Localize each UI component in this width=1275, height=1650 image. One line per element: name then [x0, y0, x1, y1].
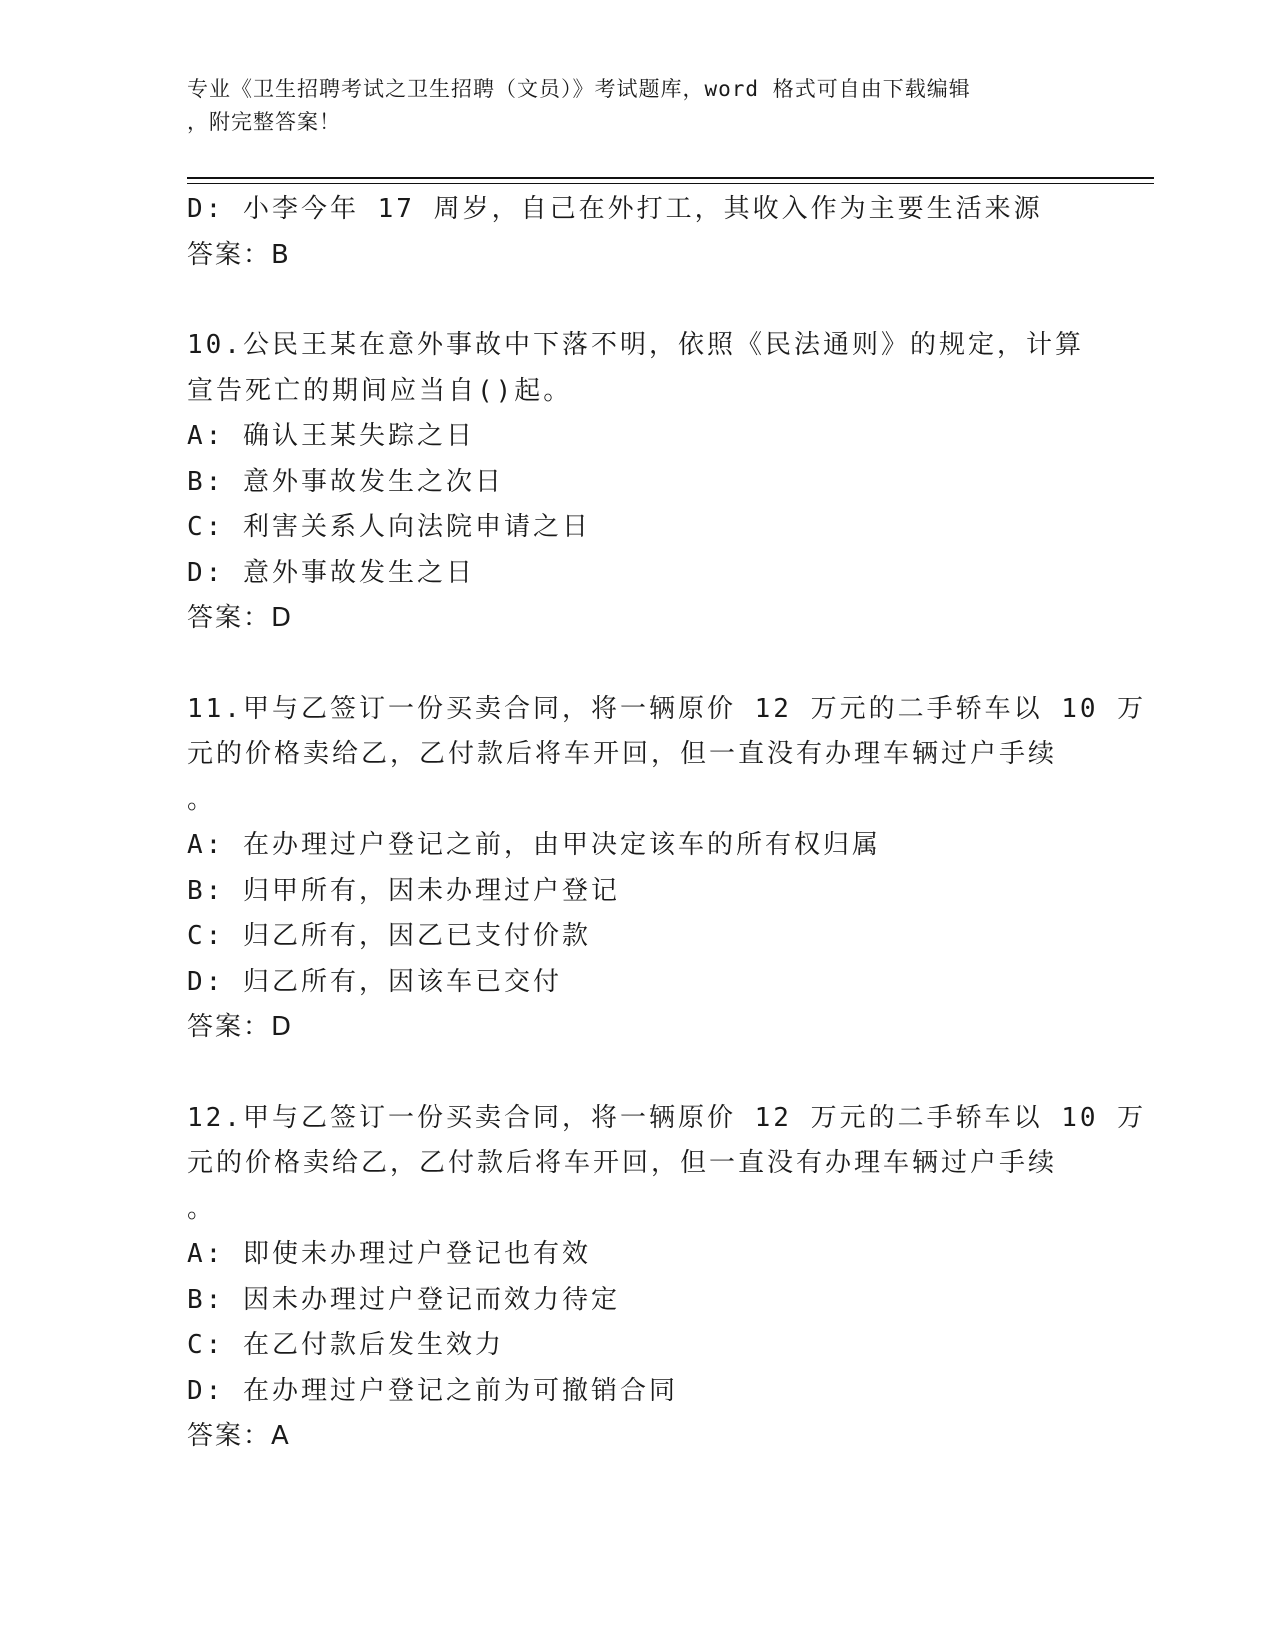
question-text-line: 10.公民王某在意外事故中下落不明，依照《民法通则》的规定，计算	[187, 330, 1084, 360]
answer-line: 答案：A	[187, 1421, 291, 1451]
option-a: A: 即使未办理过户登记也有效	[187, 1239, 591, 1269]
document-header	[187, 73, 1087, 139]
question-text-line: 。	[187, 1193, 217, 1224]
question-10	[187, 323, 1087, 642]
option-b: B: 因未办理过户登记而效力待定	[187, 1284, 620, 1315]
question-11	[187, 687, 1147, 1051]
option-a: A: 确认王某失踪之日	[187, 421, 475, 451]
question-text-line: 12.甲与乙签订一份买卖合同，将一辆原价 12 万元的二手轿车以 10 万	[187, 1102, 1147, 1133]
question-12	[187, 1096, 1147, 1460]
question-text-line: 元的价格卖给乙，乙付款后将车开回，但一直没有办理车辆过户手续	[187, 1148, 1058, 1178]
question-text-line: 。	[187, 784, 217, 815]
question-list	[187, 187, 1147, 1460]
answer-line: 答案：D	[187, 1012, 294, 1042]
header-line-2: ，附完整答案！	[187, 110, 341, 134]
option-c: C: 归乙所有，因乙已支付价款	[187, 921, 591, 951]
option-d: D: 意外事故发生之日	[187, 557, 475, 588]
option-d: D: 归乙所有，因该车已交付	[187, 966, 562, 997]
option-c: C: 利害关系人向法院申请之日	[187, 512, 591, 542]
question-text-line: 元的价格卖给乙，乙付款后将车开回，但一直没有办理车辆过户手续	[187, 739, 1058, 769]
answer-line: 答案：D	[187, 603, 294, 633]
question-text-line: 11.甲与乙签订一份买卖合同，将一辆原价 12 万元的二手轿车以 10 万	[187, 693, 1147, 724]
answer-line: 答案：B	[187, 239, 291, 270]
option-c: C: 在乙付款后发生效力	[187, 1330, 504, 1360]
header-line-1: 专业《卫生招聘考试之卫生招聘（文员）》考试题库，word 格式可自由下载编辑	[187, 77, 971, 101]
option-d: D: 小李今年 17 周岁，自己在外打工，其收入作为主要生活来源	[187, 194, 1043, 224]
option-a: A: 在办理过户登记之前，由甲决定该车的所有权归属	[187, 830, 881, 860]
option-d: D: 在办理过户登记之前为可撤销合同	[187, 1375, 678, 1406]
option-b: B: 意外事故发生之次日	[187, 466, 504, 497]
question-text-line: 宣告死亡的期间应当自()起。	[187, 375, 573, 406]
option-b: B: 归甲所有，因未办理过户登记	[187, 875, 620, 906]
header-rule-thick	[187, 177, 1154, 179]
header-rule-thin	[187, 183, 1154, 184]
